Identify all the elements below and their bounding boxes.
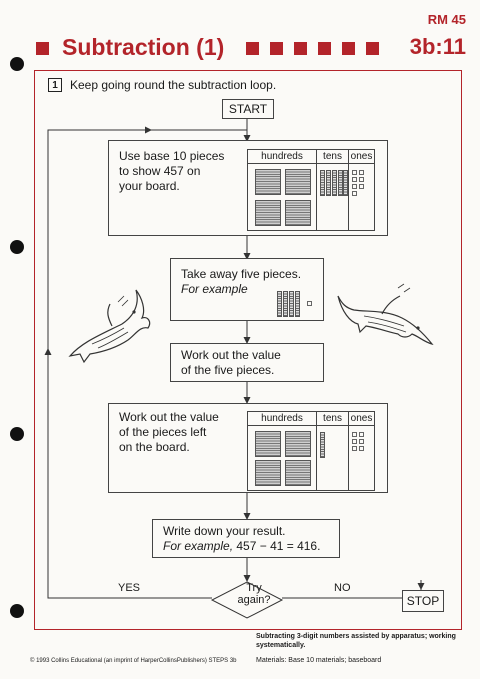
step-write-result xyxy=(152,519,340,558)
step-take-away xyxy=(170,258,324,321)
step5-example-label: For example, xyxy=(163,539,234,553)
one-cube xyxy=(352,446,357,451)
no-label: NO xyxy=(334,582,351,594)
ten-rod xyxy=(320,432,325,458)
step1-text xyxy=(119,149,224,194)
start-node: START xyxy=(222,99,274,119)
hundred-flat xyxy=(285,460,311,486)
step1-line: Use base 10 pieces xyxy=(119,149,225,163)
ten-rod xyxy=(343,170,348,196)
footer-materials: Materials: Base 10 materials; baseboard xyxy=(256,657,382,664)
board-hundreds-label: hundreds xyxy=(248,150,317,164)
decision-node xyxy=(224,582,284,606)
place-value-board xyxy=(247,149,375,231)
board-ones-label: ones xyxy=(350,413,373,424)
dolphin-left-illustration xyxy=(62,282,154,364)
one-cube xyxy=(359,432,364,437)
one-cube xyxy=(352,184,357,189)
step5-line: Write down your result. xyxy=(163,524,286,538)
ten-rod xyxy=(295,291,300,317)
hundred-flat xyxy=(255,200,281,226)
one-cube xyxy=(352,191,357,196)
question-number: 1 xyxy=(48,78,62,92)
step3-line: of the five pieces. xyxy=(181,363,275,377)
instruction-text: Keep going round the subtraction loop. xyxy=(70,78,277,92)
step1-line: your board. xyxy=(119,179,180,193)
step5-example-value: 457 − 41 = 416. xyxy=(233,539,321,553)
step-value-left xyxy=(108,403,388,493)
ten-rod xyxy=(277,291,282,317)
page-title: Subtraction (1) xyxy=(62,34,225,60)
one-cube xyxy=(359,184,364,189)
one-cube xyxy=(352,177,357,182)
board-hundreds-label: hundreds xyxy=(248,412,317,426)
footer-copyright: © 1993 Collins Educational (an imprint of HarperCollinsPublishers) STEPS 3b xyxy=(30,658,237,664)
stop-node: STOP xyxy=(402,590,444,612)
decision-line: again? xyxy=(237,594,271,606)
ten-rod xyxy=(283,291,288,317)
hundred-flat xyxy=(255,431,281,457)
footer-topic: Subtracting 3-digit numbers assisted by apparatus; working systematically. xyxy=(256,633,456,649)
hundred-flat xyxy=(285,431,311,457)
one-cube xyxy=(307,301,312,306)
step3-text xyxy=(181,348,281,378)
step4-text xyxy=(119,410,219,455)
step-value-five xyxy=(170,343,324,382)
hundred-flat xyxy=(255,169,281,195)
step3-line: Work out the value xyxy=(181,348,281,362)
hundred-flat xyxy=(285,200,311,226)
one-cube xyxy=(352,432,357,437)
one-cube xyxy=(352,170,357,175)
step4-line: Work out the value xyxy=(119,410,219,424)
step2-example: For example xyxy=(181,282,248,296)
hundred-flat xyxy=(255,460,281,486)
ten-rod xyxy=(326,170,331,196)
yes-label: YES xyxy=(118,582,141,594)
one-cube xyxy=(359,446,364,451)
ten-rod xyxy=(320,170,325,196)
one-cube xyxy=(359,177,364,182)
one-cube xyxy=(359,170,364,175)
decision-line: Try xyxy=(246,582,262,594)
step4-line: on the board. xyxy=(119,440,190,454)
one-cube xyxy=(359,439,364,444)
board-ones-label: ones xyxy=(350,151,373,162)
ten-rod xyxy=(289,291,294,317)
step4-line: of the pieces left xyxy=(119,425,207,439)
hundred-flat xyxy=(285,169,311,195)
place-value-board xyxy=(247,411,375,491)
step-show-457 xyxy=(108,140,388,236)
dolphin-right-illustration xyxy=(334,282,438,348)
sheet-code: 3b:11 xyxy=(409,34,466,59)
step2-line: Take away five pieces. xyxy=(181,267,302,281)
one-cube xyxy=(352,439,357,444)
board-tens-label: tens xyxy=(317,150,349,164)
board-tens-label: tens xyxy=(317,412,349,426)
ten-rod xyxy=(332,170,337,196)
step5-text xyxy=(163,524,320,554)
step1-line: to show 457 on xyxy=(119,164,201,178)
sheet-id: RM 45 xyxy=(427,12,466,27)
